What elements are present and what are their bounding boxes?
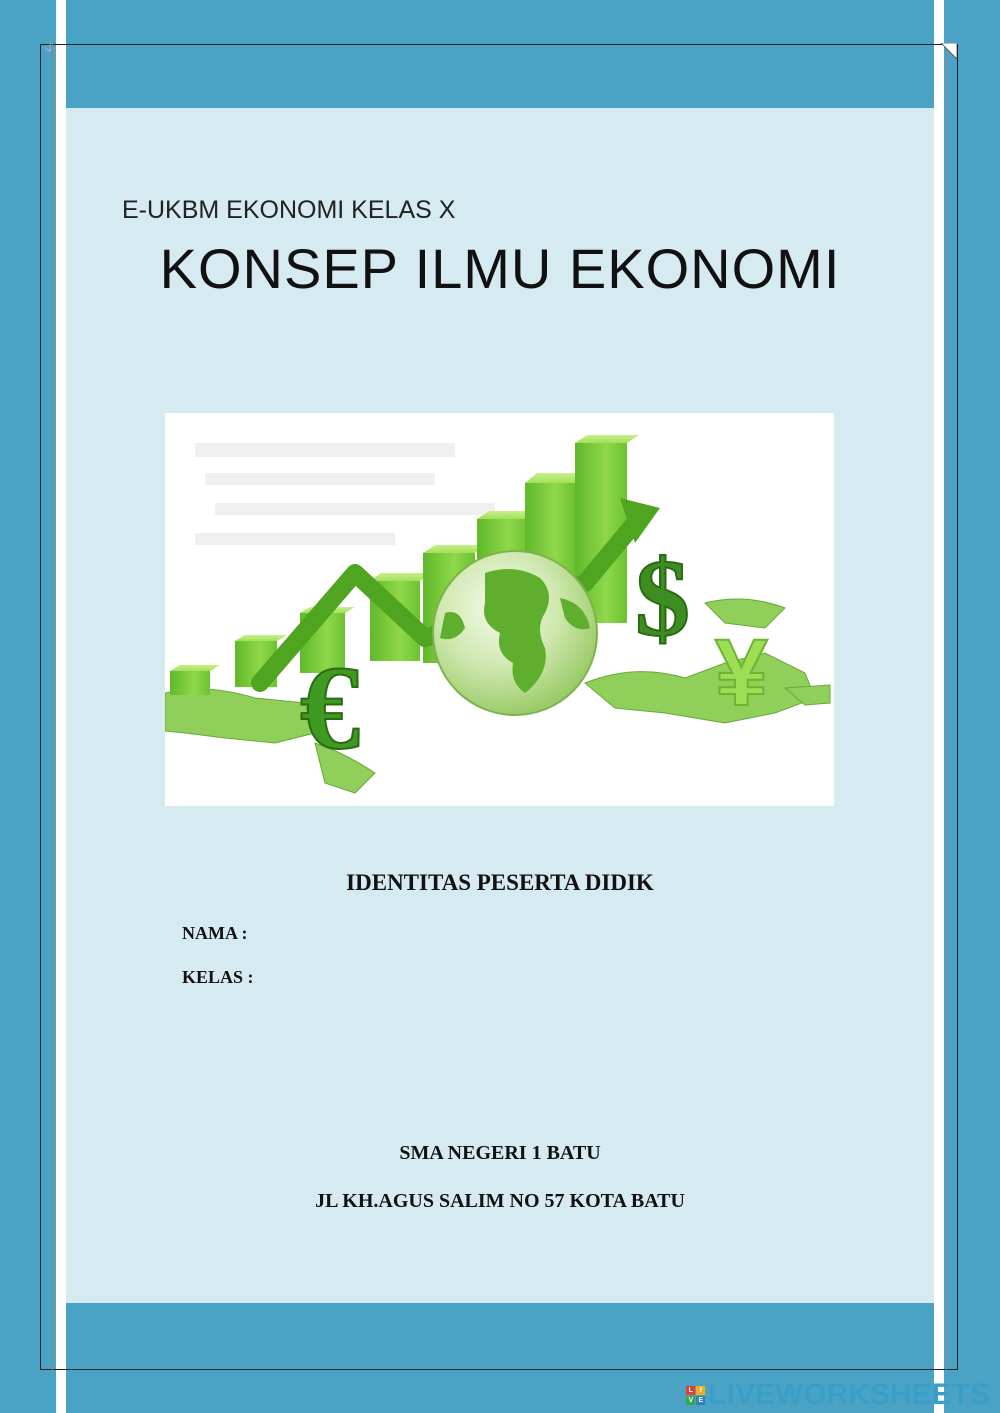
- svg-text:¥: ¥: [715, 620, 768, 726]
- svg-text:€: €: [300, 641, 360, 774]
- liveworksheets-watermark[interactable]: [686, 1378, 990, 1412]
- svg-text:$: $: [635, 537, 690, 659]
- class-label: KELAS :: [182, 967, 254, 987]
- logo-letter-e: E: [696, 1396, 705, 1405]
- page-curl-icon: [941, 43, 957, 59]
- logo-letter-l: L: [686, 1386, 695, 1395]
- watermark-text: LIVEWORKSHEETS: [708, 1378, 990, 1411]
- logo-letter-i: I: [696, 1386, 705, 1395]
- logo-letter-v: V: [686, 1396, 695, 1405]
- cover-title: KONSEP ILMU EKONOMI: [159, 237, 841, 300]
- school-name: SMA NEGERI 1 BATU: [399, 1142, 601, 1164]
- school-address: JL KH.AGUS SALIM NO 57 KOTA BATU: [315, 1190, 685, 1212]
- anchor-icon: ⚓: [44, 42, 57, 53]
- cover-subtitle: E-UKBM EKONOMI KELAS X: [122, 196, 456, 224]
- liveworksheets-logo-icon: [686, 1386, 705, 1405]
- name-label: NAMA :: [182, 923, 248, 943]
- identity-heading: IDENTITAS PESERTA DIDIK: [346, 870, 654, 895]
- economy-illustration: [165, 413, 834, 806]
- economy-growth-illustration-icon: [165, 413, 834, 806]
